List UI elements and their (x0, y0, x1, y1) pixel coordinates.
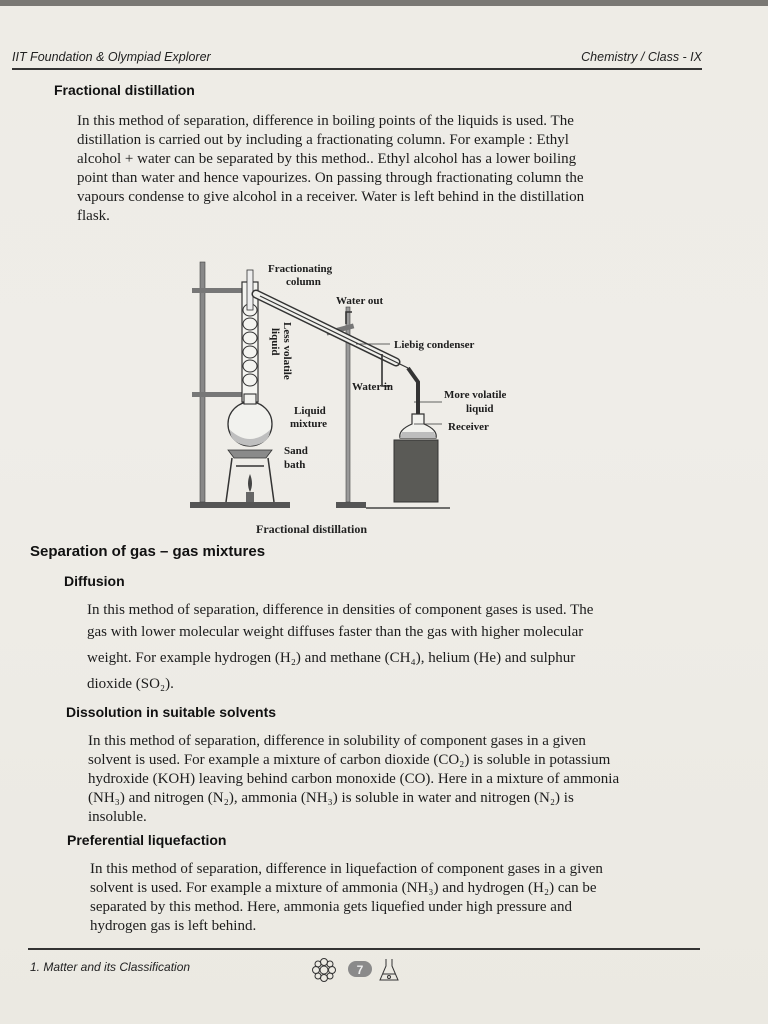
para-line: gas with lower molecular weight diffuses faster than the gas with higher molecular (87, 624, 584, 640)
dissolution-heading: Dissolution in suitable solvents (66, 704, 277, 720)
receiver-support-block (394, 440, 438, 502)
para-line: In this method of separation, difference in solubility of component gases in a given (88, 733, 586, 749)
gas-separation-heading: Separation of gas – gas mixtures (30, 543, 266, 560)
running-header-right: Chemistry / Class - IX (581, 50, 702, 64)
liquefaction-heading: Preferential liquefaction (67, 832, 227, 848)
thermometer (247, 270, 253, 310)
label-less-volatile: Less volatile (281, 322, 293, 380)
diffusion-heading: Diffusion (64, 573, 125, 589)
footer-chapter: 1. Matter and its Classification (30, 960, 191, 974)
para-line: In this method of separation, difference in liquefaction of component gases in a given (90, 861, 603, 877)
fractional-distillation-paragraph (77, 112, 697, 226)
label-bath: bath (284, 459, 306, 471)
label-column: column (286, 276, 321, 288)
flower-icon (313, 959, 336, 982)
clamp-top (192, 288, 242, 293)
label-water-out: Water out (336, 295, 384, 307)
label-sand: Sand (284, 445, 308, 457)
para-line: hydroxide (KOH) leaving behind carbon monoxide (CO). Here in a mixture of ammonia (88, 771, 620, 787)
header-rule (12, 68, 702, 70)
para-line: insoluble. (88, 809, 147, 825)
label-mixture: mixture (290, 418, 328, 430)
burner (246, 492, 254, 502)
para-line: dioxide (SO₂). (87, 676, 174, 692)
para-line: vapours condense to give alcohol in a receiver. Water is left behind in the distillation (77, 189, 585, 205)
adapter (408, 368, 418, 414)
para-line: In this method of separation, difference in densities of component gases is used. The (87, 602, 594, 618)
para-line: weight. For example hydrogen (H₂) and methane (CH₄), helium (He) and sulphur (87, 650, 576, 666)
para-line: flask. (77, 208, 110, 224)
label-water-in: Water in (352, 381, 394, 393)
label-more-volatile-liquid: liquid (466, 403, 494, 415)
para-line: In this method of separation, difference in boiling points of the liquids is used. The (77, 113, 574, 129)
para-line: (NH₃) and nitrogen (N₂), ammonia (NH₃) is soluble in water and nitrogen (N₂) is (88, 790, 574, 806)
diffusion-paragraph (87, 599, 693, 695)
para-line: solvent is used. For example a mixture of ammonia (NH₃) and hydrogen (H₂) can be (90, 880, 597, 896)
para-line: hydrogen gas is left behind. (90, 918, 257, 934)
stand-base-left (190, 502, 290, 508)
fractional-distillation-heading: Fractional distillation (54, 82, 195, 98)
label-less-volatile-liquid: liquid (269, 328, 281, 356)
sand-bath (228, 450, 272, 458)
stand-base-right (336, 502, 366, 508)
running-header-left: IIT Foundation & Olympiad Explorer (12, 50, 211, 64)
para-line: point than water and hence vapourizes. On passing through fractionating column the (77, 170, 584, 186)
label-liebig-condenser: Liebig condenser (394, 339, 475, 351)
label-fractionating: Fractionating (268, 263, 333, 275)
para-line: distillation is carried out by including a fractionating column. For example : Ethyl (77, 132, 569, 148)
liquefaction-paragraph (90, 860, 696, 936)
burner-flame (248, 474, 252, 492)
figure-caption: Fractional distillation (256, 522, 367, 536)
lab-flask-icon (380, 959, 398, 980)
more-volatile-liquid (400, 432, 436, 438)
flask-neck (244, 394, 256, 404)
footer-rule (28, 948, 700, 950)
para-line: alcohol + water can be separated by this method.. Ethyl alcohol has a lower boiling (77, 151, 577, 167)
page-number: 7 (356, 963, 364, 977)
label-more-volatile: More volatile (444, 389, 506, 401)
label-receiver: Receiver (448, 421, 489, 433)
para-line: solvent is used. For example a mixture of carbon dioxide (CO₂) is soluble in potassium (88, 752, 611, 768)
label-liquid: Liquid (294, 405, 326, 417)
para-line: separated by this method. Here, ammonia gets liquefied under high pressure and (90, 899, 572, 915)
clamp-bottom (192, 392, 242, 397)
fractional-distillation-diagram (186, 252, 506, 522)
stand-rod-left (200, 262, 205, 502)
page-number-ornament (310, 956, 410, 986)
dissolution-paragraph (88, 732, 694, 827)
page-top-edge (0, 0, 768, 6)
